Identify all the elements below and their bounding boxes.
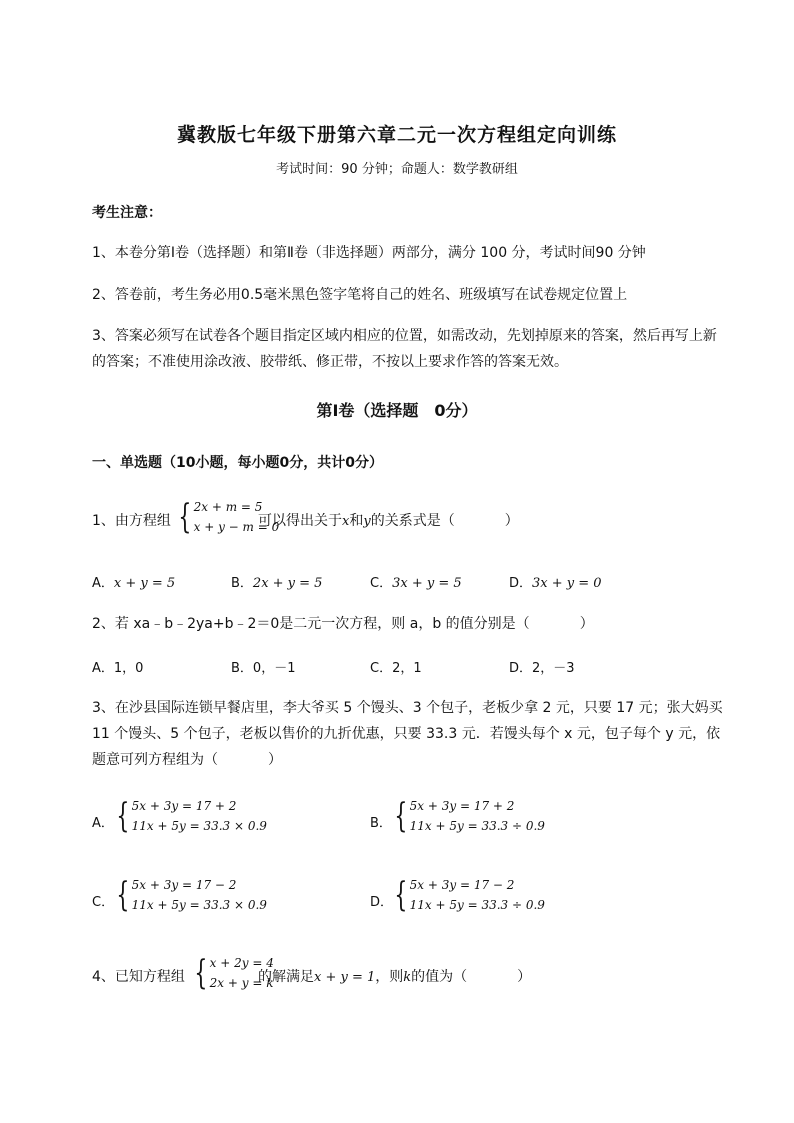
option-label: D． — [509, 661, 533, 676]
q2-option-c[interactable] — [370, 657, 422, 676]
q1-eq2: x + y − m = 0 — [193, 520, 280, 534]
q3-option-c-label[interactable]: C． — [92, 895, 115, 910]
option-expr: 2x + y = 5 — [252, 576, 323, 591]
q1-option-a[interactable] — [92, 572, 175, 591]
q3-close: ） — [268, 752, 282, 768]
page-title: 冀教版七年级下册第六章二元一次方程组定向训练 — [176, 124, 617, 146]
brace-icon: { — [394, 796, 408, 836]
q3-option-d-system[interactable] — [390, 875, 545, 915]
q1-and: 和 — [349, 513, 364, 529]
notice-item-2: 2、答卷前，考生务必用0.5毫米黑色签字笔将自己的姓名、班级填写在试卷规定位置上 — [92, 287, 628, 303]
brace-icon: { — [116, 796, 130, 836]
q3-line-1: 3、在沙县国际连锁早餐店里，李大爷买 5 个馒头、3 个包子，老板少拿 2 元，只要 17 元；张大妈买 — [92, 700, 723, 716]
q1-var-y: y — [363, 514, 371, 529]
q1-var-x: x — [342, 514, 350, 529]
brace-icon: { — [178, 497, 192, 537]
q2-close: ） — [579, 616, 594, 632]
option-eq1: 5x + 3y = 17 − 2 — [131, 878, 237, 892]
option-eq2: 11x + 5y = 33.3 × 0.9 — [131, 898, 267, 912]
q3-option-b-label[interactable]: B． — [370, 816, 392, 831]
q4-eq2: 2x + y = k — [209, 976, 274, 990]
notice-item-1: 1、本卷分第Ⅰ卷（选择题）和第Ⅱ卷（非选择题）两部分，满分 100 分，考试时间90 分钟 — [92, 245, 646, 261]
page-subtitle: 考试时间：90 分钟；命题人：数学教研组 — [276, 162, 518, 177]
q4-question-text — [258, 966, 531, 986]
q1-mid: 可以得出关于 — [258, 513, 342, 529]
option-expr: 3x + y = 5 — [392, 576, 462, 591]
q2-option-b[interactable] — [231, 657, 295, 676]
q1-option-d[interactable] — [509, 572, 602, 591]
option-label: B． — [231, 661, 253, 676]
q1-option-b[interactable] — [231, 572, 322, 591]
q3-option-c-system[interactable] — [112, 875, 267, 915]
option-label: C． — [370, 576, 393, 591]
part-title: 一、单选题（10小题，每小题0分，共计0分） — [92, 455, 383, 471]
q4-close: ） — [517, 969, 532, 985]
option-eq1: 5x + 3y = 17 + 2 — [131, 799, 237, 813]
q3-option-a-system[interactable] — [112, 796, 267, 836]
q1-prefix: 1、由方程组 — [92, 513, 171, 529]
option-expr: 2，1 — [392, 661, 422, 676]
q3-line-3 — [92, 749, 282, 769]
option-eq1: 5x + 3y = 17 − 2 — [409, 878, 515, 892]
q4-suffix: ，则 — [375, 969, 404, 985]
q3-line-2: 11 个馒头、5 个包子，老板以售价的九折优惠，只要 33.3 元．若馒头每个 x 元，包子每个 y 元，依 — [92, 726, 721, 742]
q4-eq1: x + 2y = 4 — [209, 956, 274, 970]
q3-option-a-label[interactable]: A． — [92, 816, 114, 831]
option-label: D． — [509, 576, 533, 591]
brace-icon: { — [194, 953, 208, 993]
brace-icon: { — [394, 875, 408, 915]
q4-cond: x + y = 1 — [314, 970, 376, 985]
q4-mid: 的解满足 — [258, 969, 314, 985]
q2-text: 2、若 xa﹣b﹣2ya+b﹣2＝0是二元一次方程，则 a，b 的值分别是（ — [92, 616, 530, 632]
section-title: 第Ⅰ卷（选择题 0分） — [316, 401, 478, 420]
option-eq2: 11x + 5y = 33.3 ÷ 0.9 — [409, 898, 545, 912]
option-eq2: 11x + 5y = 33.3 × 0.9 — [131, 819, 267, 833]
option-expr: 1，0 — [113, 661, 144, 676]
option-label: A． — [92, 661, 114, 676]
q3-option-d-label[interactable]: D． — [370, 895, 394, 910]
brace-icon: { — [116, 875, 130, 915]
q2-option-d[interactable] — [509, 657, 575, 676]
notice-item-3-line2: 的答案；不准使用涂改液、胶带纸、修正带，不按以上要求作答的答案无效。 — [92, 354, 568, 370]
notice-item-3-line1: 3、答案必须写在试卷各个题目指定区域内相应的位置，如需改动，先划掉原来的答案，然后再写上新 — [92, 328, 717, 344]
option-expr: 2，－3 — [532, 661, 575, 676]
q1-close: ） — [504, 513, 519, 529]
option-expr: x + y = 5 — [113, 576, 176, 591]
q1-eq1: 2x + m = 5 — [193, 500, 263, 514]
option-label: A． — [92, 576, 114, 591]
option-expr: 0，－1 — [252, 661, 296, 676]
q4-var-k: k — [403, 970, 412, 985]
option-eq2: 11x + 5y = 33.3 ÷ 0.9 — [409, 819, 545, 833]
option-expr: 3x + y = 0 — [532, 576, 602, 591]
q3-option-b-system[interactable] — [390, 796, 545, 836]
notice-heading: 考生注意： — [92, 205, 162, 221]
q2-option-a[interactable] — [92, 657, 143, 676]
q1-option-c[interactable] — [370, 572, 462, 591]
q4-suffix2: 的值为（ — [411, 969, 468, 985]
q3-line-3-text: 题意可列方程组为（ — [92, 752, 218, 768]
q4-prefix: 4、已知方程组 — [92, 969, 185, 985]
option-eq1: 5x + 3y = 17 + 2 — [409, 799, 515, 813]
option-label: C． — [370, 661, 393, 676]
option-label: B． — [231, 576, 253, 591]
q1-question-text — [258, 510, 519, 530]
q1-suffix: 的关系式是（ — [370, 513, 455, 529]
q2-question-text — [92, 613, 594, 633]
